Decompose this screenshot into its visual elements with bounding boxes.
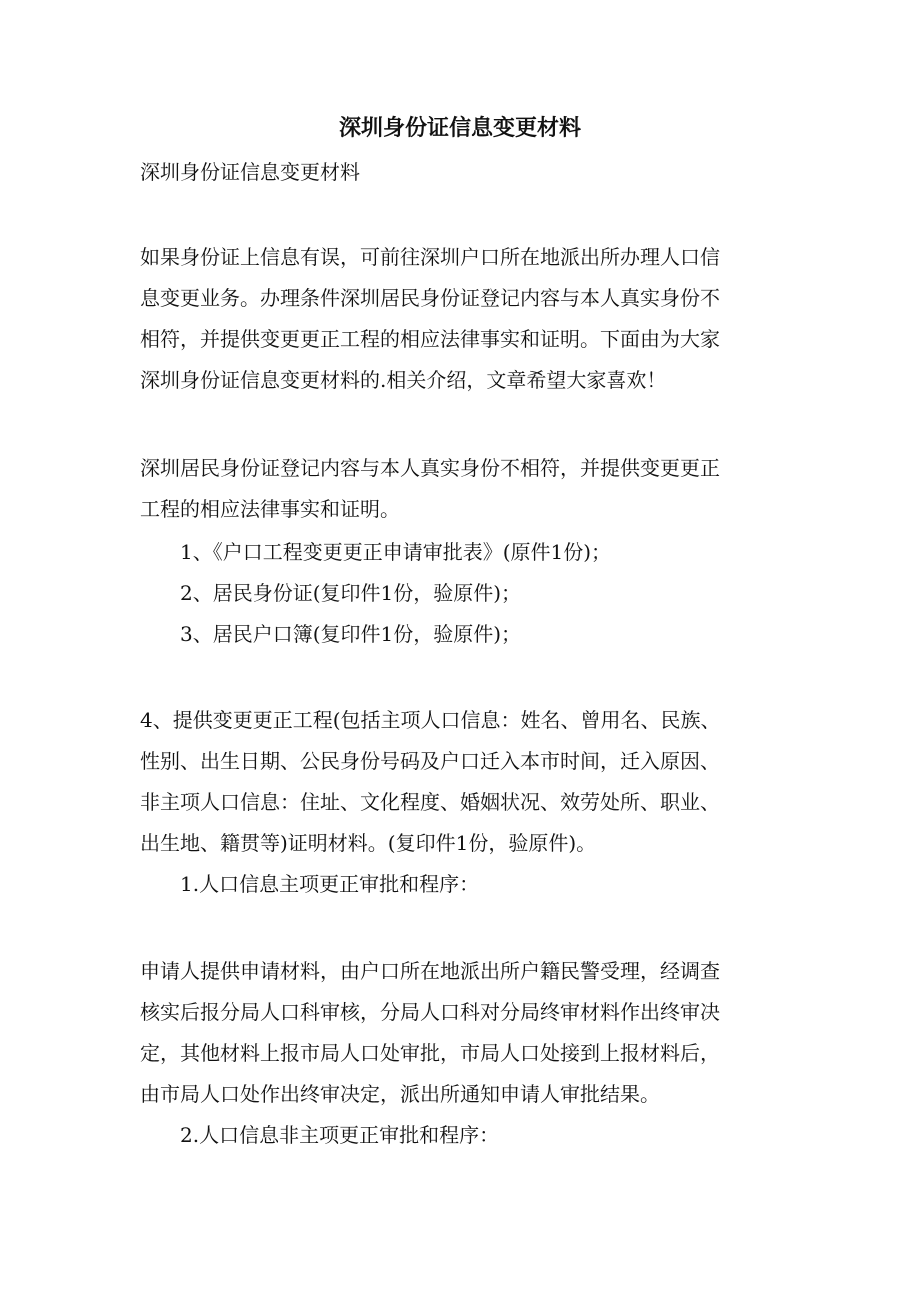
section1-line: 核实后报分局人口科审核，分局人口科对分局终审材料作出终审决 <box>140 1000 720 1024</box>
list-item: 2、居民身份证(复印件1份，验原件)； <box>180 581 522 605</box>
section1-line: 申请人提供申请材料，由户口所在地派出所户籍民警受理，经调查 <box>140 959 720 983</box>
intro-line: 深圳身份证信息变更材料的.相关介绍，文章希望大家喜欢！ <box>140 368 667 392</box>
condition-paragraph <box>140 448 780 530</box>
section1-heading: 1.人口信息主项更正审批和程序： <box>180 872 480 896</box>
document-title: 深圳身份证信息变更材料 <box>338 115 581 141</box>
item4-line: 非主项人口信息：住址、文化程度、婚姻状况、效劳处所、职业、 <box>140 790 720 814</box>
list-item: 3、居民户口簿(复印件1份，验原件)； <box>180 622 522 646</box>
section1-paragraph <box>140 951 780 1156</box>
section2-heading: 2.人口信息非主项更正审批和程序： <box>180 1123 500 1147</box>
section1-line: 定，其他材料上报市局人口处审批，市局人口处接到上报材料后， <box>140 1041 720 1065</box>
item4-line: 出生地、籍贯等)证明材料。(复印件1份，验原件)。 <box>140 831 597 855</box>
item4-line: 4、提供变更更正工程(包括主项人口信息：姓名、曾用名、民族、 <box>140 708 721 732</box>
item4-line: 性别、出生日期、公民身份号码及户口迁入本市时间，迁入原因、 <box>140 749 720 773</box>
document-subtitle <box>140 152 780 193</box>
intro-paragraph <box>140 237 780 401</box>
intro-line: 息变更业务。办理条件深圳居民身份证登记内容与本人真实身份不 <box>140 286 720 310</box>
intro-line: 相符，并提供变更更正工程的相应法律事实和证明。下面由为大家 <box>140 327 720 351</box>
section1-line: 由市局人口处作出终审决定，派出所通知申请人审批结果。 <box>140 1082 660 1106</box>
list-item: 1、《户口工程变更更正申请审批表》(原件1份)； <box>180 540 612 564</box>
condition-line: 深圳居民身份证登记内容与本人真实身份不相符，并提供变更更正 <box>140 456 720 480</box>
intro-line: 如果身份证上信息有误，可前往深圳户口所在地派出所办理人口信 <box>140 245 720 269</box>
condition-line: 工程的相应法律事实和证明。 <box>140 497 400 521</box>
item4-paragraph <box>140 700 780 905</box>
subtitle-line: 深圳身份证信息变更材料 <box>140 160 360 184</box>
materials-list <box>140 532 780 655</box>
